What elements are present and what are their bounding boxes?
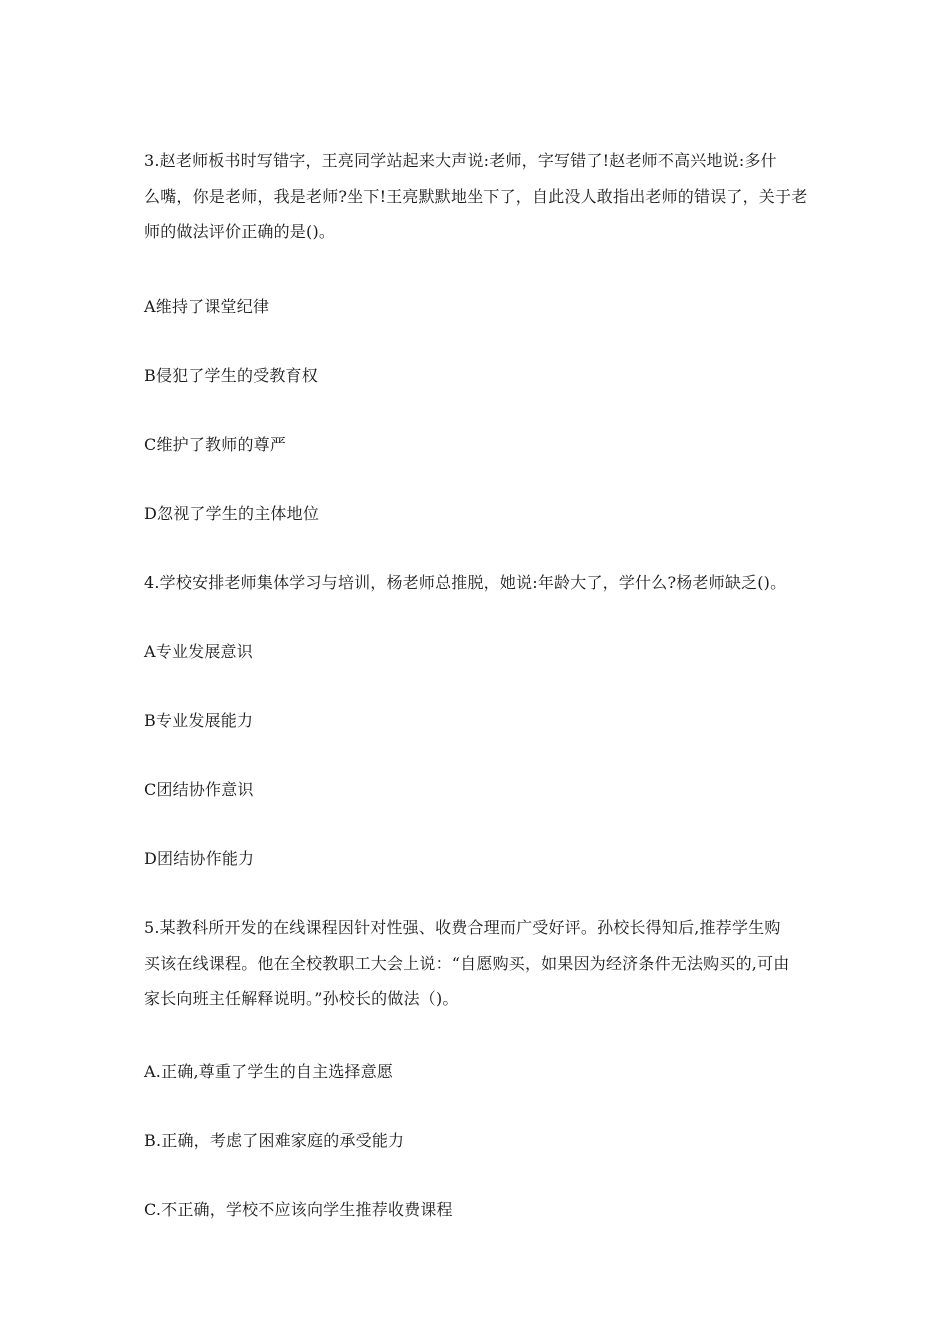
question-3-option-b: B侵犯了学生的受教育权 <box>144 366 318 385</box>
question-3-option-d: D忽视了学生的主体地位 <box>144 504 320 523</box>
question-3-stem-line-1: 3.赵老师板书时写错字，王亮同学站起来大声说:老师，字写错了!赵老师不高兴地说:多什 <box>144 151 777 170</box>
question-4-option-a: A专业发展意识 <box>144 642 253 661</box>
question-5-option-b: B.正确，考虑了困难家庭的承受能力 <box>144 1131 405 1150</box>
question-5-stem-line-2: 买该在线课程。他在全校教职工大会上说：“自愿购买，如果因为经济条件无法购买的,可由 <box>144 954 790 973</box>
question-4-option-b: B专业发展能力 <box>144 711 254 730</box>
question-3-stem-line-3: 师的做法评价正确的是()。 <box>144 222 336 241</box>
question-3-option-a: A维持了课堂纪律 <box>144 297 270 316</box>
question-5-stem-line-1: 5.某教科所开发的在线课程因针对性强、收费合理而广受好评。孙校长得知后,推荐学生购 <box>144 918 781 937</box>
question-4-stem-line-1: 4.学校安排老师集体学习与培训，杨老师总推脱，她说:年龄大了，学什么?杨老师缺乏()。 <box>144 573 787 592</box>
question-4-option-d: D团结协作能力 <box>144 849 255 868</box>
question-5-stem-line-3: 家长向班主任解释说明。”孙校长的做法（)。 <box>144 989 459 1008</box>
question-5-option-a: A.正确,尊重了学生的自主选择意愿 <box>144 1062 394 1081</box>
question-5-option-c: C.不正确，学校不应该向学生推荐收费课程 <box>144 1200 453 1219</box>
question-3-stem-line-2: 么嘴，你是老师，我是老师?坐下!王亮默默地坐下了，自此没人敢指出老师的错误了，关于老 <box>144 187 808 206</box>
question-3-option-c: C维护了教师的尊严 <box>144 435 287 454</box>
question-4-option-c: C团结协作意识 <box>144 780 254 799</box>
